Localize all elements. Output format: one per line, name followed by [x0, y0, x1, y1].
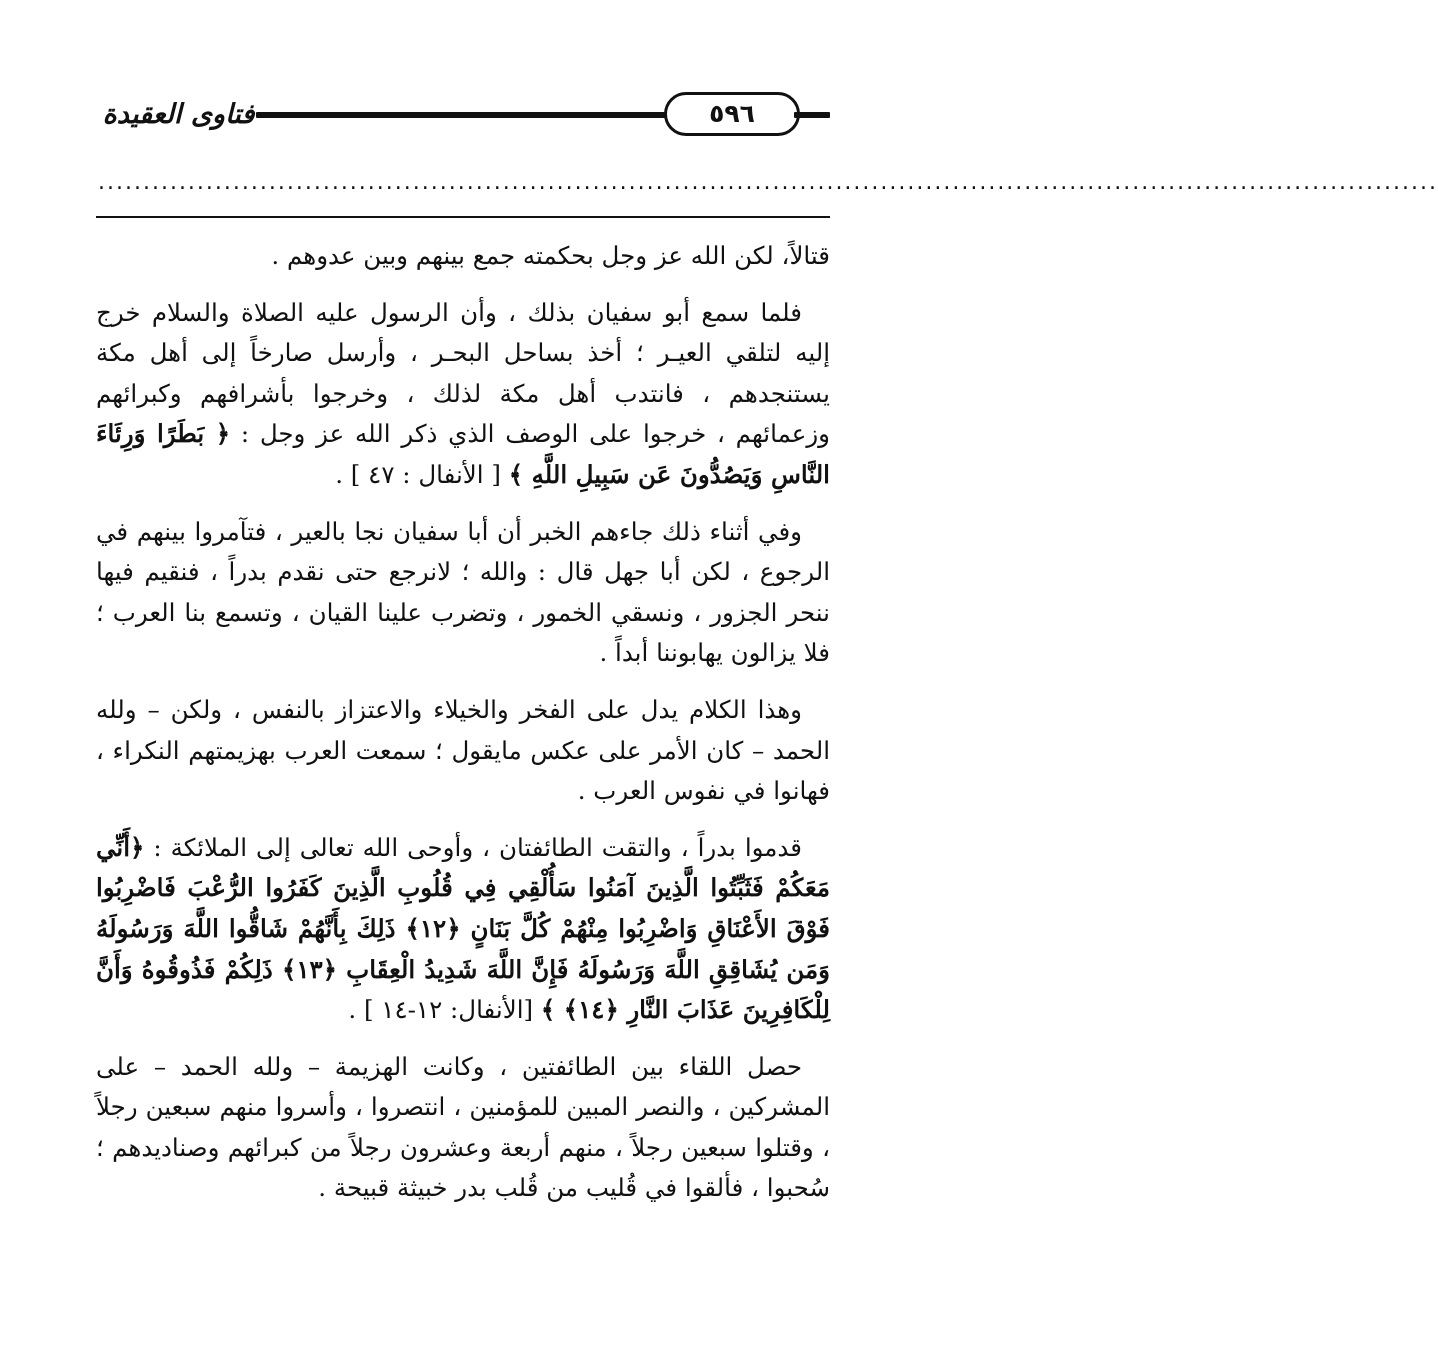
verse-citation: [الأنفال: ١٢-١٤ ] . [348, 995, 534, 1025]
paragraph-1 [96, 236, 830, 277]
page-number: ٥٩٦ [664, 92, 800, 136]
paragraph-5-text: قدموا بدراً ، والتقت الطائفتان ، وأوحى الله تعالى إلى الملائكة : [153, 832, 802, 862]
quran-verse: ﴿ بَطَرًا وَرِئَاءَ النَّاسِ وَيَصُدُّونَ عَن سَبِيلِ اللَّهِ ﴾ [96, 419, 830, 489]
paragraph-5 [96, 828, 830, 1031]
quran-verse: ﴿أَنِّي مَعَكُمْ فَثَبِّتُوا الَّذِينَ آمَنُوا سَأُلْقِي فِي قُلُوبِ الَّذِينَ كَفَرُوا الرُّعْبَ فَاضْرِبُوا فَوْقَ الأَعْنَاقِ وَاضْرِبُوا مِنْهُمْ كُلَّ بَنَانٍ ﴿١٢﴾ ذَلِكَ بِأَنَّهُمْ شَاقُّوا اللَّهَ وَرَسُولَهُ وَمَن يُشَاقِقِ اللَّهَ وَرَسُولَهُ فَإِنَّ اللَّهَ شَدِيدُ الْعِقَابِ ﴿١٣﴾ ذَلِكُمْ فَذُوقُوهُ وَأَنَّ لِلْكَافِرِينَ عَذَابَ النَّارِ ﴿١٤﴾ ﴾ [96, 832, 830, 1025]
horizontal-rule [96, 216, 830, 218]
paragraph-3 [96, 512, 830, 674]
paragraph-2 [96, 293, 830, 496]
header-rule-left [256, 112, 672, 118]
paragraph-2-text: فلما سمع أبو سفيان بذلك ، وأن الرسول عليه الصلاة والسلام خرج إليه لتلقي العيـر ؛ أخذ بساحل البحـر ، وأرسل صارخاً إلى أهل مكة يستنجدهم ، فانتدب أهل مكة لذلك ، وخرجوا بأشرافهم وكبرائهم وزعمائهم ، خرجوا على الوصف الذي ذكر الله عز وجل : [96, 297, 831, 449]
paragraph-4-text: وهذا الكلام يدل على الفخر والخيلاء والاعتزاز بالنفس ، ولكن – ولله الحمد – كان الأمر على عكس مايقول ؛ سمعت العرب بهزيمتهم النكراء ، فهانوا في نفوس العرب . [96, 694, 830, 806]
paragraph-4 [96, 690, 830, 812]
page-header [96, 92, 830, 138]
book-title: فتاوى العقيدة [102, 99, 255, 130]
paragraph-6 [96, 1047, 830, 1209]
header-rule-right [794, 112, 830, 118]
paragraph-3-text: وفي أثناء ذلك جاءهم الخبر أن أبا سفيان نجا بالعير ، فتآمروا بينهم في الرجوع ، لكن أبا جهل قال : والله ؛ لانرجع حتى نقدم بدراً ، فنقيم فيها ننحر الجزور ، ونسقي الخمور ، وتضرب علينا القيان ، وتسمع بنا العرب ؛ فلا يزالون يهابوننا أبداً . [96, 516, 830, 668]
paragraph-1-text: قتالاً، لكن الله عز وجل بحكمته جمع بينهم وبين عدوهم . [271, 241, 830, 270]
dotted-separator: ..................................................................................................................................................... [98, 170, 1438, 195]
verse-citation: [ الأنفال : ٤٧ ] . [335, 459, 501, 489]
body-text [96, 236, 830, 1225]
paragraph-6-text: حصل اللقاء بين الطائفتين ، وكانت الهزيمة – ولله الحمد – على المشركين ، والنصر المبين للمؤمنين ، انتصروا ، وأسروا منهم سبعين رجلاً ، وقتلوا سبعين رجلاً ، منهم أربعة وعشرون رجلاً من كبرائهم وصناديدهم ؛ سُحبوا ، فألقوا في قُليب من قُلب بدر خبيثة قبيحة . [96, 1051, 830, 1203]
